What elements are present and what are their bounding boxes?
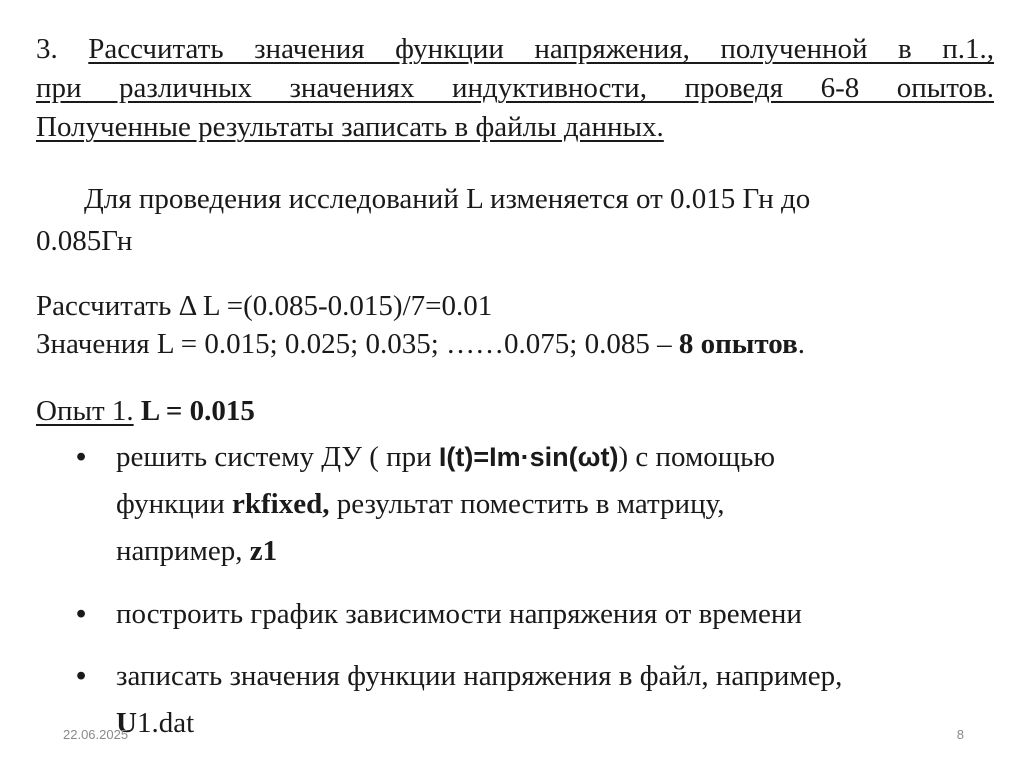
file-name-bold: U: [116, 707, 137, 739]
step1-text-e: например,: [116, 535, 250, 567]
calculation-block: [36, 287, 994, 363]
steps-list: [76, 434, 996, 747]
list-item: [76, 434, 996, 575]
intro-line-1: Для проведения исследований L изменяется от 0.015 Гн до: [84, 183, 811, 215]
task-text-1: Рассчитать значения функции напряжения, полученной в п.1.,: [88, 33, 994, 65]
footer-date: 22.06.2025: [63, 727, 129, 742]
task-line-3: Полученные результаты записать в файлы данных.: [36, 111, 664, 143]
matrix-name: z1: [249, 535, 278, 567]
step2-text: построить график зависимости напряжения от времени: [116, 598, 802, 630]
step1-text-a: решить систему ДУ ( при: [116, 441, 439, 473]
bullet-icon: •: [76, 598, 87, 630]
step1-text-d: результат поместить в матрицу,: [329, 488, 725, 520]
task-line-1: [36, 30, 994, 69]
list-item: [76, 653, 996, 747]
formula: I(t)=Im·sin(ωt): [438, 442, 619, 472]
step3-text-a: записать значения функции напряжения в файл, например,: [116, 660, 843, 692]
intro-paragraph: [36, 178, 994, 262]
step1-text-c: функции: [116, 488, 232, 520]
task-number: 3.: [36, 33, 89, 65]
page-number: 8: [956, 727, 964, 742]
experiment-label: Опыт 1.: [36, 395, 134, 427]
values-count: 8 опытов: [678, 328, 798, 360]
task-line-2: при различных значениях индуктивности, проведя 6-8 опытов.: [36, 72, 994, 104]
experiment-heading: [36, 392, 255, 430]
values-suffix: .: [797, 328, 805, 360]
intro-line-2: 0.085Гн: [36, 225, 133, 257]
file-name-rest: 1.dat: [136, 707, 195, 739]
delta-line: Рассчитать Δ L =(0.085-0.015)/7=0.01: [36, 290, 493, 322]
values-prefix: Значения L = 0.015; 0.025; 0.035; ……0.075; 0.085 –: [36, 328, 679, 360]
values-line: [36, 325, 994, 363]
bullet-icon: •: [76, 441, 87, 473]
list-item: [76, 591, 996, 638]
bullet-icon: •: [76, 660, 87, 692]
task-heading: [36, 30, 994, 147]
step1-text-b: ) с помощью: [618, 441, 776, 473]
experiment-value: L = 0.015: [140, 395, 255, 427]
function-name: rkfixed,: [232, 488, 330, 520]
